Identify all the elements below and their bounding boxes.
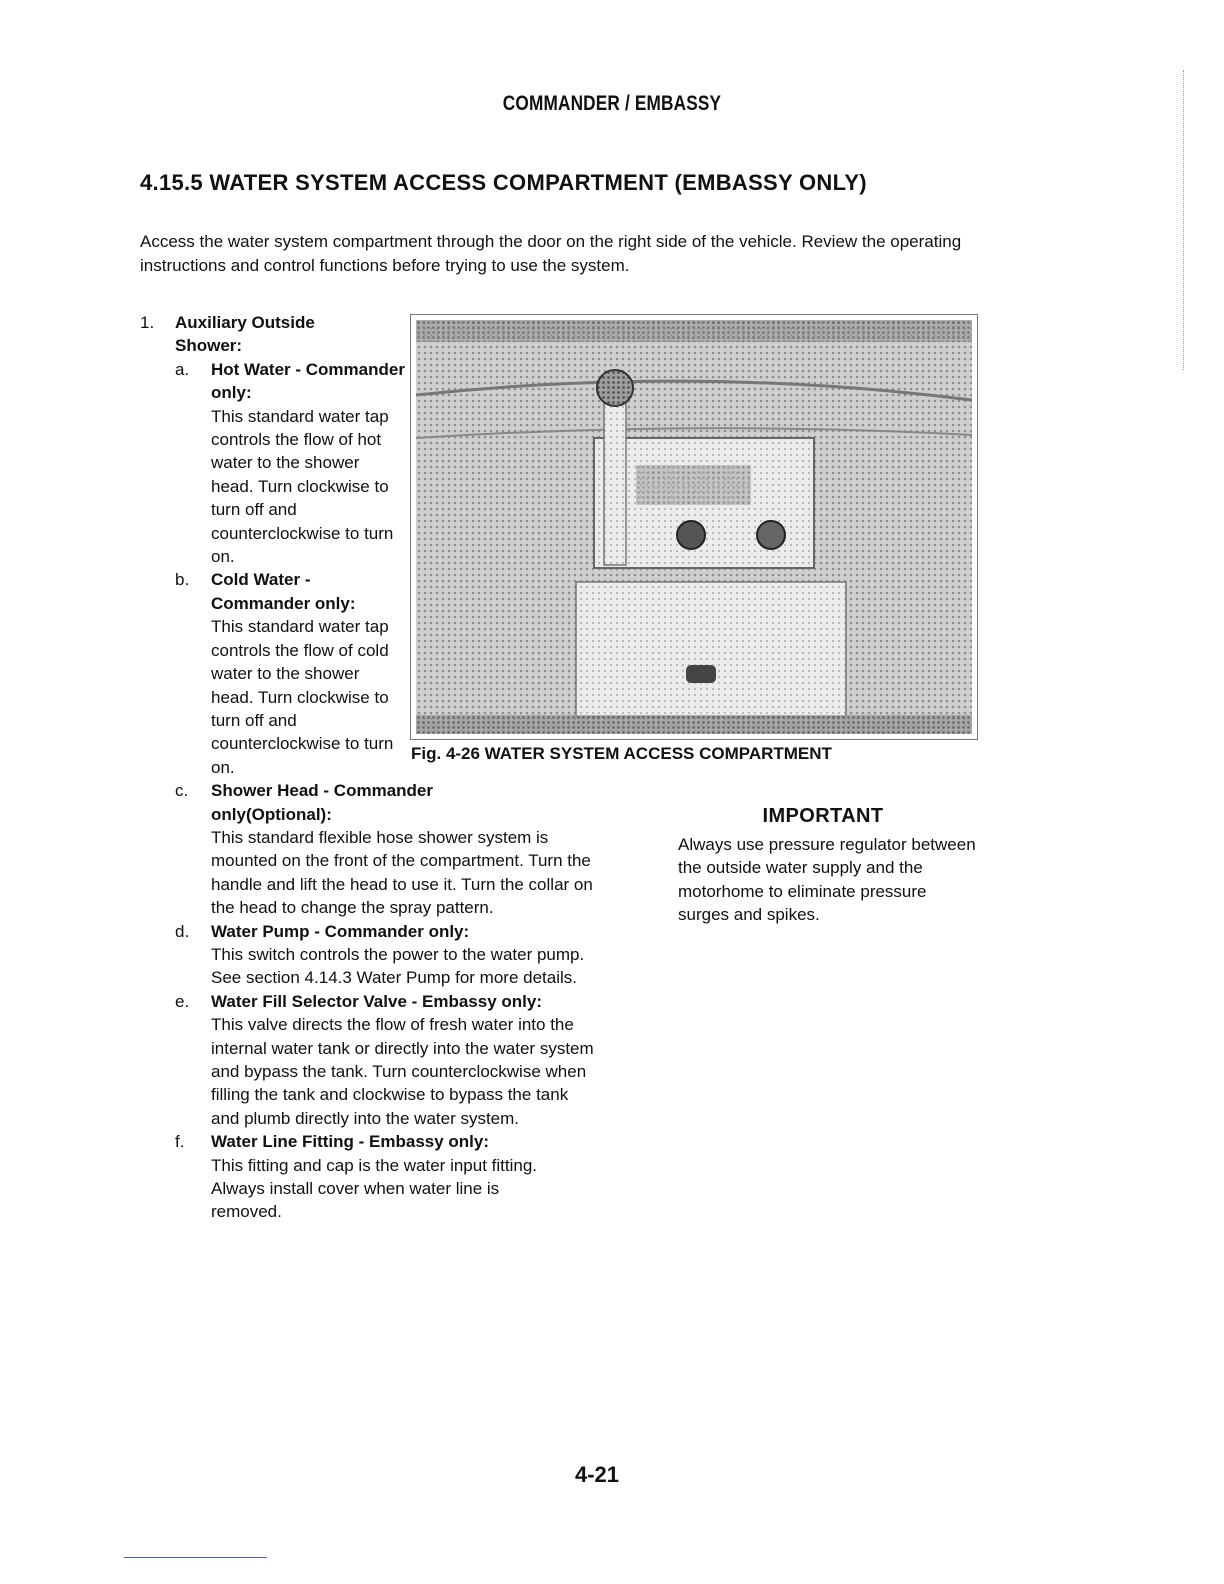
footer-rule bbox=[124, 1557, 267, 1558]
list-item-text: This standard water tap controls the flow of hot water to the shower head. Turn clockwise to turn off and counterclockwise to turn on. bbox=[211, 406, 394, 567]
running-header: COMMANDER / EMBASSY bbox=[502, 92, 722, 115]
list-item-title: Water Line Fitting - Embassy only: bbox=[211, 1132, 490, 1152]
compartment-photo bbox=[416, 320, 972, 734]
list-item-number: 1. bbox=[140, 313, 155, 332]
list-item-letter: b. bbox=[175, 570, 190, 590]
fill-panel bbox=[576, 582, 846, 717]
hot-water-tap bbox=[677, 521, 705, 549]
list-item-text: This standard water tap controls the flow of cold water to the shower head. Turn clockwise to turn off and counterclockwise to turn on. bbox=[211, 617, 394, 777]
list-item-title: Auxiliary Outside Shower: bbox=[175, 313, 315, 356]
page-number: 4-21 bbox=[574, 1462, 620, 1487]
list-item-text: This switch controls the power to the water pump. See section 4.14.3 Water Pump for more details. bbox=[211, 944, 585, 988]
list-item-1-heading bbox=[140, 311, 370, 358]
section-title: 4.15.5 WATER SYSTEM ACCESS COMPARTMENT (EMBASSY ONLY) bbox=[140, 170, 867, 195]
list-item-text: This valve directs the flow of fresh water into the internal water tank or directly into the water system and bypass the tank. Turn counterclockwise when filling the tank and clockwise to bypass the tank and plumb directly into the water system. bbox=[211, 1015, 594, 1128]
shower-head bbox=[597, 370, 633, 406]
figure-caption: Fig. 4-26 WATER SYSTEM ACCESS COMPARTMENT bbox=[411, 744, 832, 763]
list-item-letter: d. bbox=[175, 921, 190, 941]
list-item-shower-head bbox=[140, 779, 601, 919]
intro-paragraph: Access the water system compartment through the door on the right side of the vehicle. Review the operating instructions and control functions before trying to use the system. bbox=[140, 232, 962, 275]
water-line-fitting bbox=[686, 665, 716, 683]
list-item-title: Water Pump - Commander only: bbox=[211, 921, 470, 941]
list-item-letter: c. bbox=[175, 781, 189, 801]
list-item-hot-water bbox=[140, 358, 406, 569]
list-item-letter: e. bbox=[175, 991, 190, 1011]
list-item-letter: f. bbox=[175, 1132, 185, 1152]
list-item-letter: a. bbox=[175, 359, 190, 379]
list-item-title: Shower Head - Commander only(Optional): bbox=[211, 781, 433, 824]
cold-water-tap bbox=[757, 521, 785, 549]
list-item-text: This fitting and cap is the water input fitting. Always install cover when water line is removed. bbox=[211, 1155, 538, 1222]
list-item-water-pump bbox=[140, 920, 601, 990]
list-item-title: Water Fill Selector Valve - Embassy only: bbox=[211, 991, 542, 1011]
list-item-title: Hot Water - Commander only: bbox=[211, 359, 405, 403]
list-item-water-fill-selector bbox=[140, 990, 601, 1130]
list-item-cold-water bbox=[140, 568, 406, 779]
important-title: IMPORTANT bbox=[762, 805, 884, 827]
list-item-title: Cold Water - Commander only: bbox=[211, 570, 356, 613]
margin-rule bbox=[1183, 70, 1184, 370]
figure-photo bbox=[410, 314, 978, 740]
important-text: Always use pressure regulator between the outside water supply and the motorhome to eliminate pressure surges and spikes. bbox=[678, 835, 976, 925]
list-item-text: This standard flexible hose shower system is mounted on the front of the compartment. Turn the handle and lift the head to use it. Turn the collar on the head to change the spray pattern. bbox=[211, 827, 593, 918]
list-item-water-line-fitting bbox=[140, 1130, 631, 1224]
